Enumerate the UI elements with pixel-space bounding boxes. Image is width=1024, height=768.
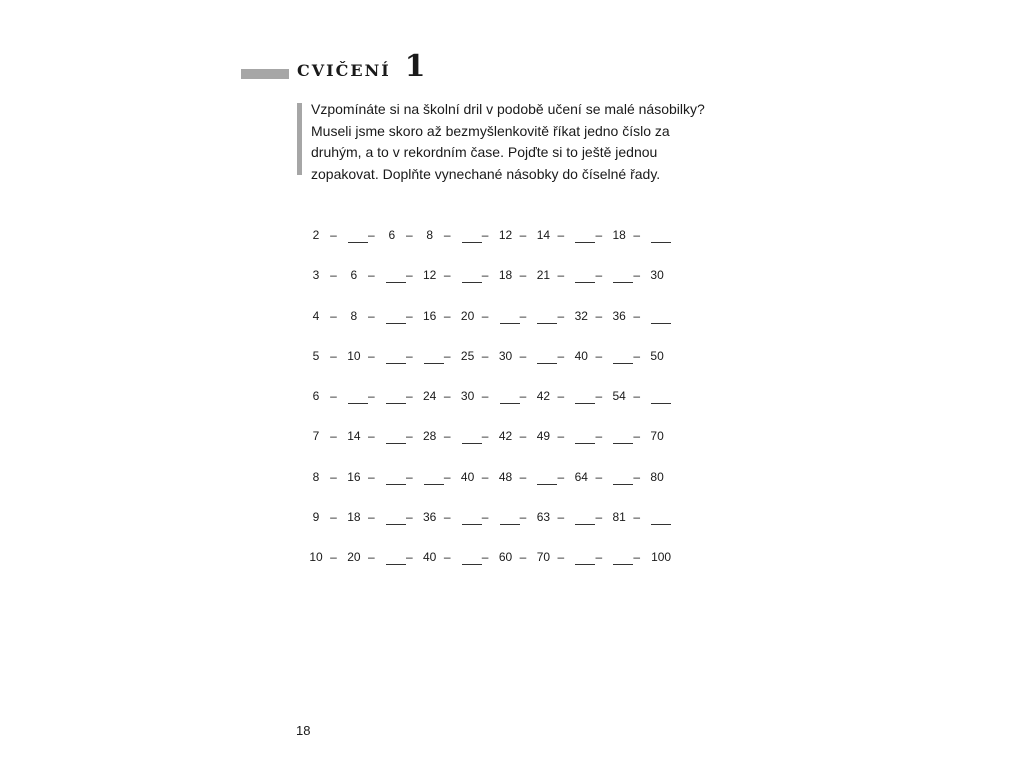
series-separator: – (368, 268, 375, 283)
series-separator: – (633, 469, 641, 484)
series-separator: – (443, 228, 451, 242)
series-separator: – (595, 308, 603, 323)
series-separator: – (519, 348, 527, 363)
series-separator: – (633, 268, 641, 283)
exercise-title (297, 49, 426, 86)
series-number: 28 (423, 429, 437, 444)
series-number: 10 (347, 348, 361, 363)
series-separator: – (481, 510, 489, 525)
series-separator: – (443, 469, 451, 484)
series-separator: – (368, 510, 375, 525)
series-separator: – (368, 550, 375, 565)
series-separator: – (330, 348, 337, 363)
exercise-title-word: CVIČENÍ (297, 61, 391, 80)
series-number: 9 (312, 510, 320, 525)
series-separator: – (443, 550, 451, 565)
series-separator: – (557, 348, 565, 363)
series-separator: – (330, 228, 337, 242)
series-number: 40 (460, 469, 475, 484)
series-number: 18 (612, 228, 626, 242)
series-number: 30 (460, 389, 475, 404)
series-separator: – (330, 429, 337, 444)
series-number: 64 (574, 469, 588, 484)
series-separator: – (633, 429, 641, 444)
series-separator: – (557, 550, 565, 565)
series-number: 12 (423, 268, 437, 283)
series-separator: – (481, 550, 489, 565)
series-number: 6 (312, 389, 320, 404)
series-separator: – (368, 348, 375, 363)
series-separator: – (481, 389, 489, 404)
series-number: 40 (423, 550, 437, 565)
series-number: 25 (460, 348, 475, 363)
series-separator: – (557, 469, 565, 484)
series-separator: – (557, 268, 565, 283)
series-separator: – (633, 308, 641, 323)
series-number: 10 (309, 550, 323, 565)
series-separator: – (443, 268, 451, 283)
intro-decoration-bar (297, 103, 302, 175)
series-number: 6 (388, 228, 396, 242)
series-separator: – (519, 510, 527, 525)
intro-paragraph: Vzpomínáte si na školní dril v podobě učení se malé násobilky? Museli jsme skoro až bezmyšlenkovitě říkat jedno číslo za druhým, a to v rekordním čase. Pojďte si to ještě jednou zopakovat. Doplňte vynechané násobky do číselné řady. (311, 101, 705, 182)
series-number: 14 (536, 228, 551, 242)
series-number: 18 (347, 510, 361, 525)
series-row (308, 306, 668, 346)
series-number: 42 (498, 429, 513, 444)
series-number: 8 (312, 469, 320, 484)
series-separator: – (633, 510, 641, 525)
series-separator: – (595, 469, 603, 484)
series-number: 63 (536, 510, 551, 525)
series-separator: – (481, 348, 489, 363)
series-separator: – (405, 510, 413, 525)
series-separator: – (368, 228, 375, 242)
series-separator: – (405, 348, 413, 363)
series-separator: – (443, 389, 451, 404)
series-separator: – (368, 308, 375, 323)
series-number: 70 (650, 429, 664, 444)
series-separator: – (595, 268, 603, 283)
series-number: 48 (498, 469, 513, 484)
series-number: 8 (426, 228, 434, 242)
series-number: 3 (312, 268, 320, 283)
series-separator: – (443, 308, 451, 323)
series-number: 2 (312, 228, 320, 242)
series-separator: – (368, 389, 375, 404)
blank-answer[interactable] (651, 323, 671, 324)
series-number: 24 (423, 389, 437, 404)
page-number: 18 (296, 723, 311, 738)
series-separator: – (633, 550, 641, 565)
series-separator: – (519, 550, 527, 565)
series-row (308, 386, 668, 426)
series-separator: – (481, 228, 489, 242)
series-number: 4 (312, 308, 320, 323)
series-number: 7 (312, 429, 320, 444)
series-number: 30 (498, 348, 513, 363)
series-separator: – (330, 268, 337, 283)
series-separator: – (595, 348, 603, 363)
series-separator: – (405, 389, 413, 404)
series-separator: – (481, 429, 489, 444)
series-separator: – (633, 228, 641, 242)
series-number: 8 (350, 308, 358, 323)
series-number: 16 (423, 308, 437, 323)
series-row (308, 467, 668, 507)
series-separator: – (557, 429, 565, 444)
series-separator: – (330, 389, 337, 404)
series-number: 70 (536, 550, 551, 565)
number-series-grid (308, 225, 672, 588)
series-separator: – (330, 469, 337, 484)
series-number: 14 (347, 429, 361, 444)
series-separator: – (405, 469, 413, 484)
title-decoration-bar (241, 69, 289, 79)
series-row (308, 547, 672, 587)
series-number: 30 (650, 268, 664, 283)
series-separator: – (519, 429, 527, 444)
blank-answer[interactable] (651, 403, 671, 404)
blank-answer[interactable] (651, 242, 671, 243)
series-number: 12 (498, 228, 513, 242)
series-separator: – (633, 389, 641, 404)
series-separator: – (595, 228, 603, 242)
series-separator: – (481, 308, 489, 323)
exercise-title-number: 1 (404, 49, 426, 84)
series-row (308, 507, 668, 547)
series-separator: – (557, 510, 565, 525)
series-separator: – (595, 389, 603, 404)
series-row (308, 265, 668, 305)
series-separator: – (443, 429, 451, 444)
series-separator: – (557, 389, 565, 404)
series-separator: – (405, 228, 413, 242)
series-number: 80 (650, 469, 664, 484)
series-separator: – (405, 550, 413, 565)
series-number: 54 (612, 389, 626, 404)
series-separator: – (368, 429, 375, 444)
series-separator: – (368, 469, 375, 484)
series-separator: – (330, 308, 337, 323)
series-number: 100 (651, 550, 672, 565)
series-number: 5 (312, 348, 320, 363)
series-separator: – (595, 510, 603, 525)
series-number: 20 (347, 550, 361, 565)
series-separator: – (519, 389, 527, 404)
series-separator: – (519, 469, 527, 484)
series-number: 32 (574, 308, 588, 323)
series-number: 36 (423, 510, 437, 525)
series-separator: – (330, 510, 337, 525)
series-separator: – (443, 510, 451, 525)
series-separator: – (405, 429, 413, 444)
series-number: 50 (650, 348, 664, 363)
blank-answer[interactable] (651, 524, 671, 525)
series-number: 6 (350, 268, 358, 283)
series-number: 18 (498, 268, 513, 283)
series-separator: – (595, 429, 603, 444)
series-separator: – (405, 308, 413, 323)
series-row (308, 426, 668, 466)
series-number: 49 (536, 429, 551, 444)
series-number: 20 (460, 308, 475, 323)
series-separator: – (595, 550, 603, 565)
series-separator: – (519, 308, 527, 323)
series-separator: – (519, 268, 527, 283)
series-row (308, 346, 668, 386)
series-separator: – (633, 348, 641, 363)
series-separator: – (443, 348, 451, 363)
series-row (308, 225, 668, 265)
series-number: 36 (612, 308, 626, 323)
series-number: 40 (574, 348, 588, 363)
series-separator: – (519, 228, 527, 242)
series-number: 21 (536, 268, 551, 283)
series-separator: – (405, 268, 413, 283)
series-separator: – (481, 268, 489, 283)
series-separator: – (557, 228, 565, 242)
series-number: 60 (498, 550, 513, 565)
series-number: 16 (347, 469, 361, 484)
series-number: 42 (536, 389, 551, 404)
series-separator: – (481, 469, 489, 484)
series-number: 81 (612, 510, 626, 525)
series-separator: – (557, 308, 565, 323)
series-separator: – (330, 550, 337, 565)
